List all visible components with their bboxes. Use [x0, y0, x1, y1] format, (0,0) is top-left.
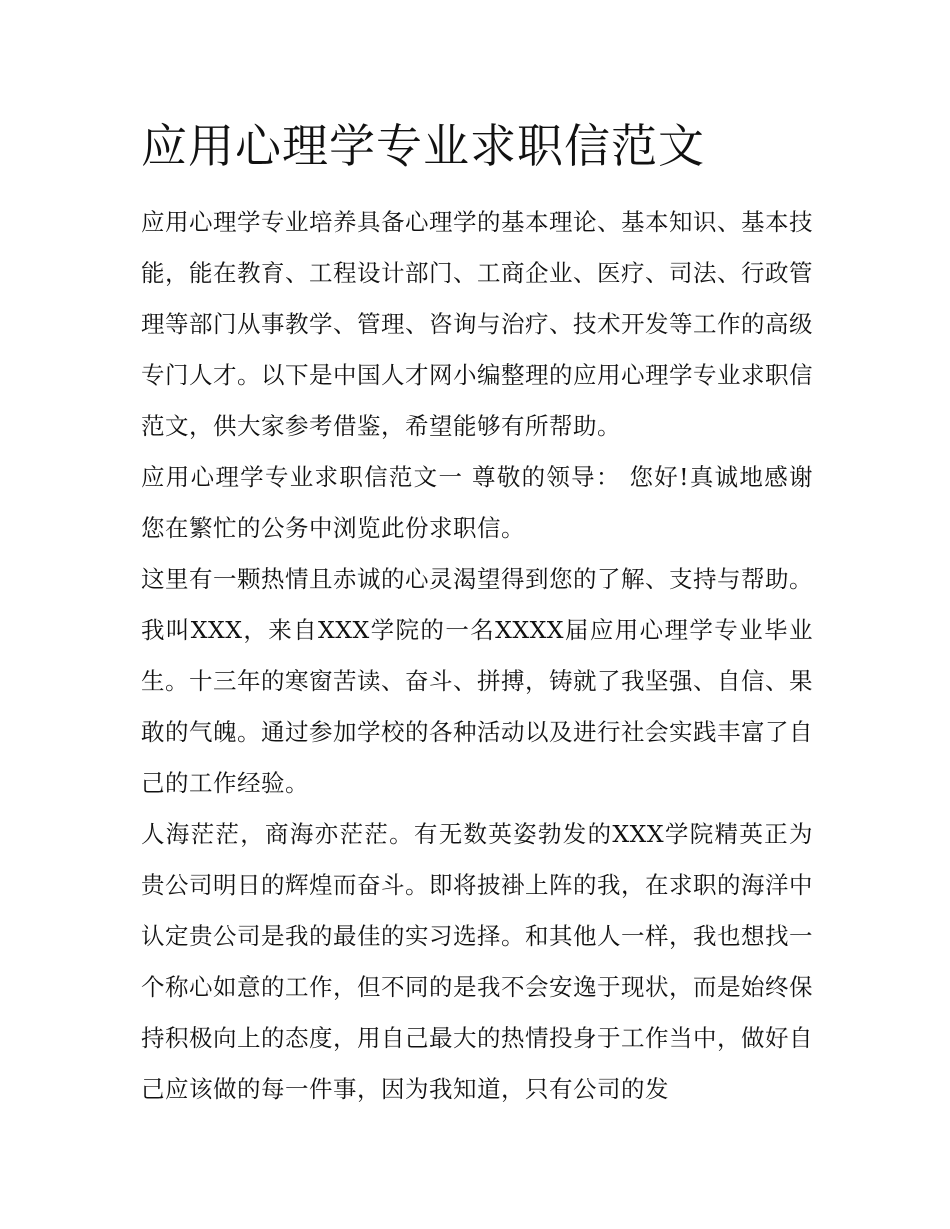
document-body	[141, 197, 813, 1115]
document-title: 应用心理学专业求职信范文	[141, 119, 705, 173]
paragraph-motivation: 人海茫茫，商海亦茫茫。有无数英姿勃发的XXX学院精英正为贵公司明日的辉煌而奋斗。即将披褂上阵的我，在求职的海洋中认定贵公司是我的最佳的实习选择。和其他人一样，我也想找一个称心如意的工作，但不同的是我不会安逸于现状，而是始终保持积极向上的态度，用自己最大的热情投身于工作当中，做好自己应该做的每一件事，因为我知道，只有公司的发	[141, 820, 813, 1103]
paragraph-introduction: 这里有一颗热情且赤诚的心灵渴望得到您的了解、支持与帮助。我叫XXX，来自XXX学院的一名XXXX届应用心理学专业毕业生。十三年的寒窗苦读、奋斗、拼搏，铸就了我坚强、自信、果敢的气魄。通过参加学校的各种活动以及进行社会实践丰富了自己的工作经验。	[141, 565, 813, 797]
paragraph-intro: 应用心理学专业培养具备心理学的基本理论、基本知识、基本技能，能在教育、工程设计部门、工商企业、医疗、司法、行政管理等部门从事教学、管理、咨询与治疗、技术开发等工作的高级专门人才。以下是中国人才网小编整理的应用心理学专业求职信范文，供大家参考借鉴，希望能够有所帮助。	[141, 208, 813, 440]
paragraph-greeting: 应用心理学专业求职信范文一 尊敬的领导： 您好!真诚地感谢您在繁忙的公务中浏览此份求职信。	[141, 463, 813, 542]
